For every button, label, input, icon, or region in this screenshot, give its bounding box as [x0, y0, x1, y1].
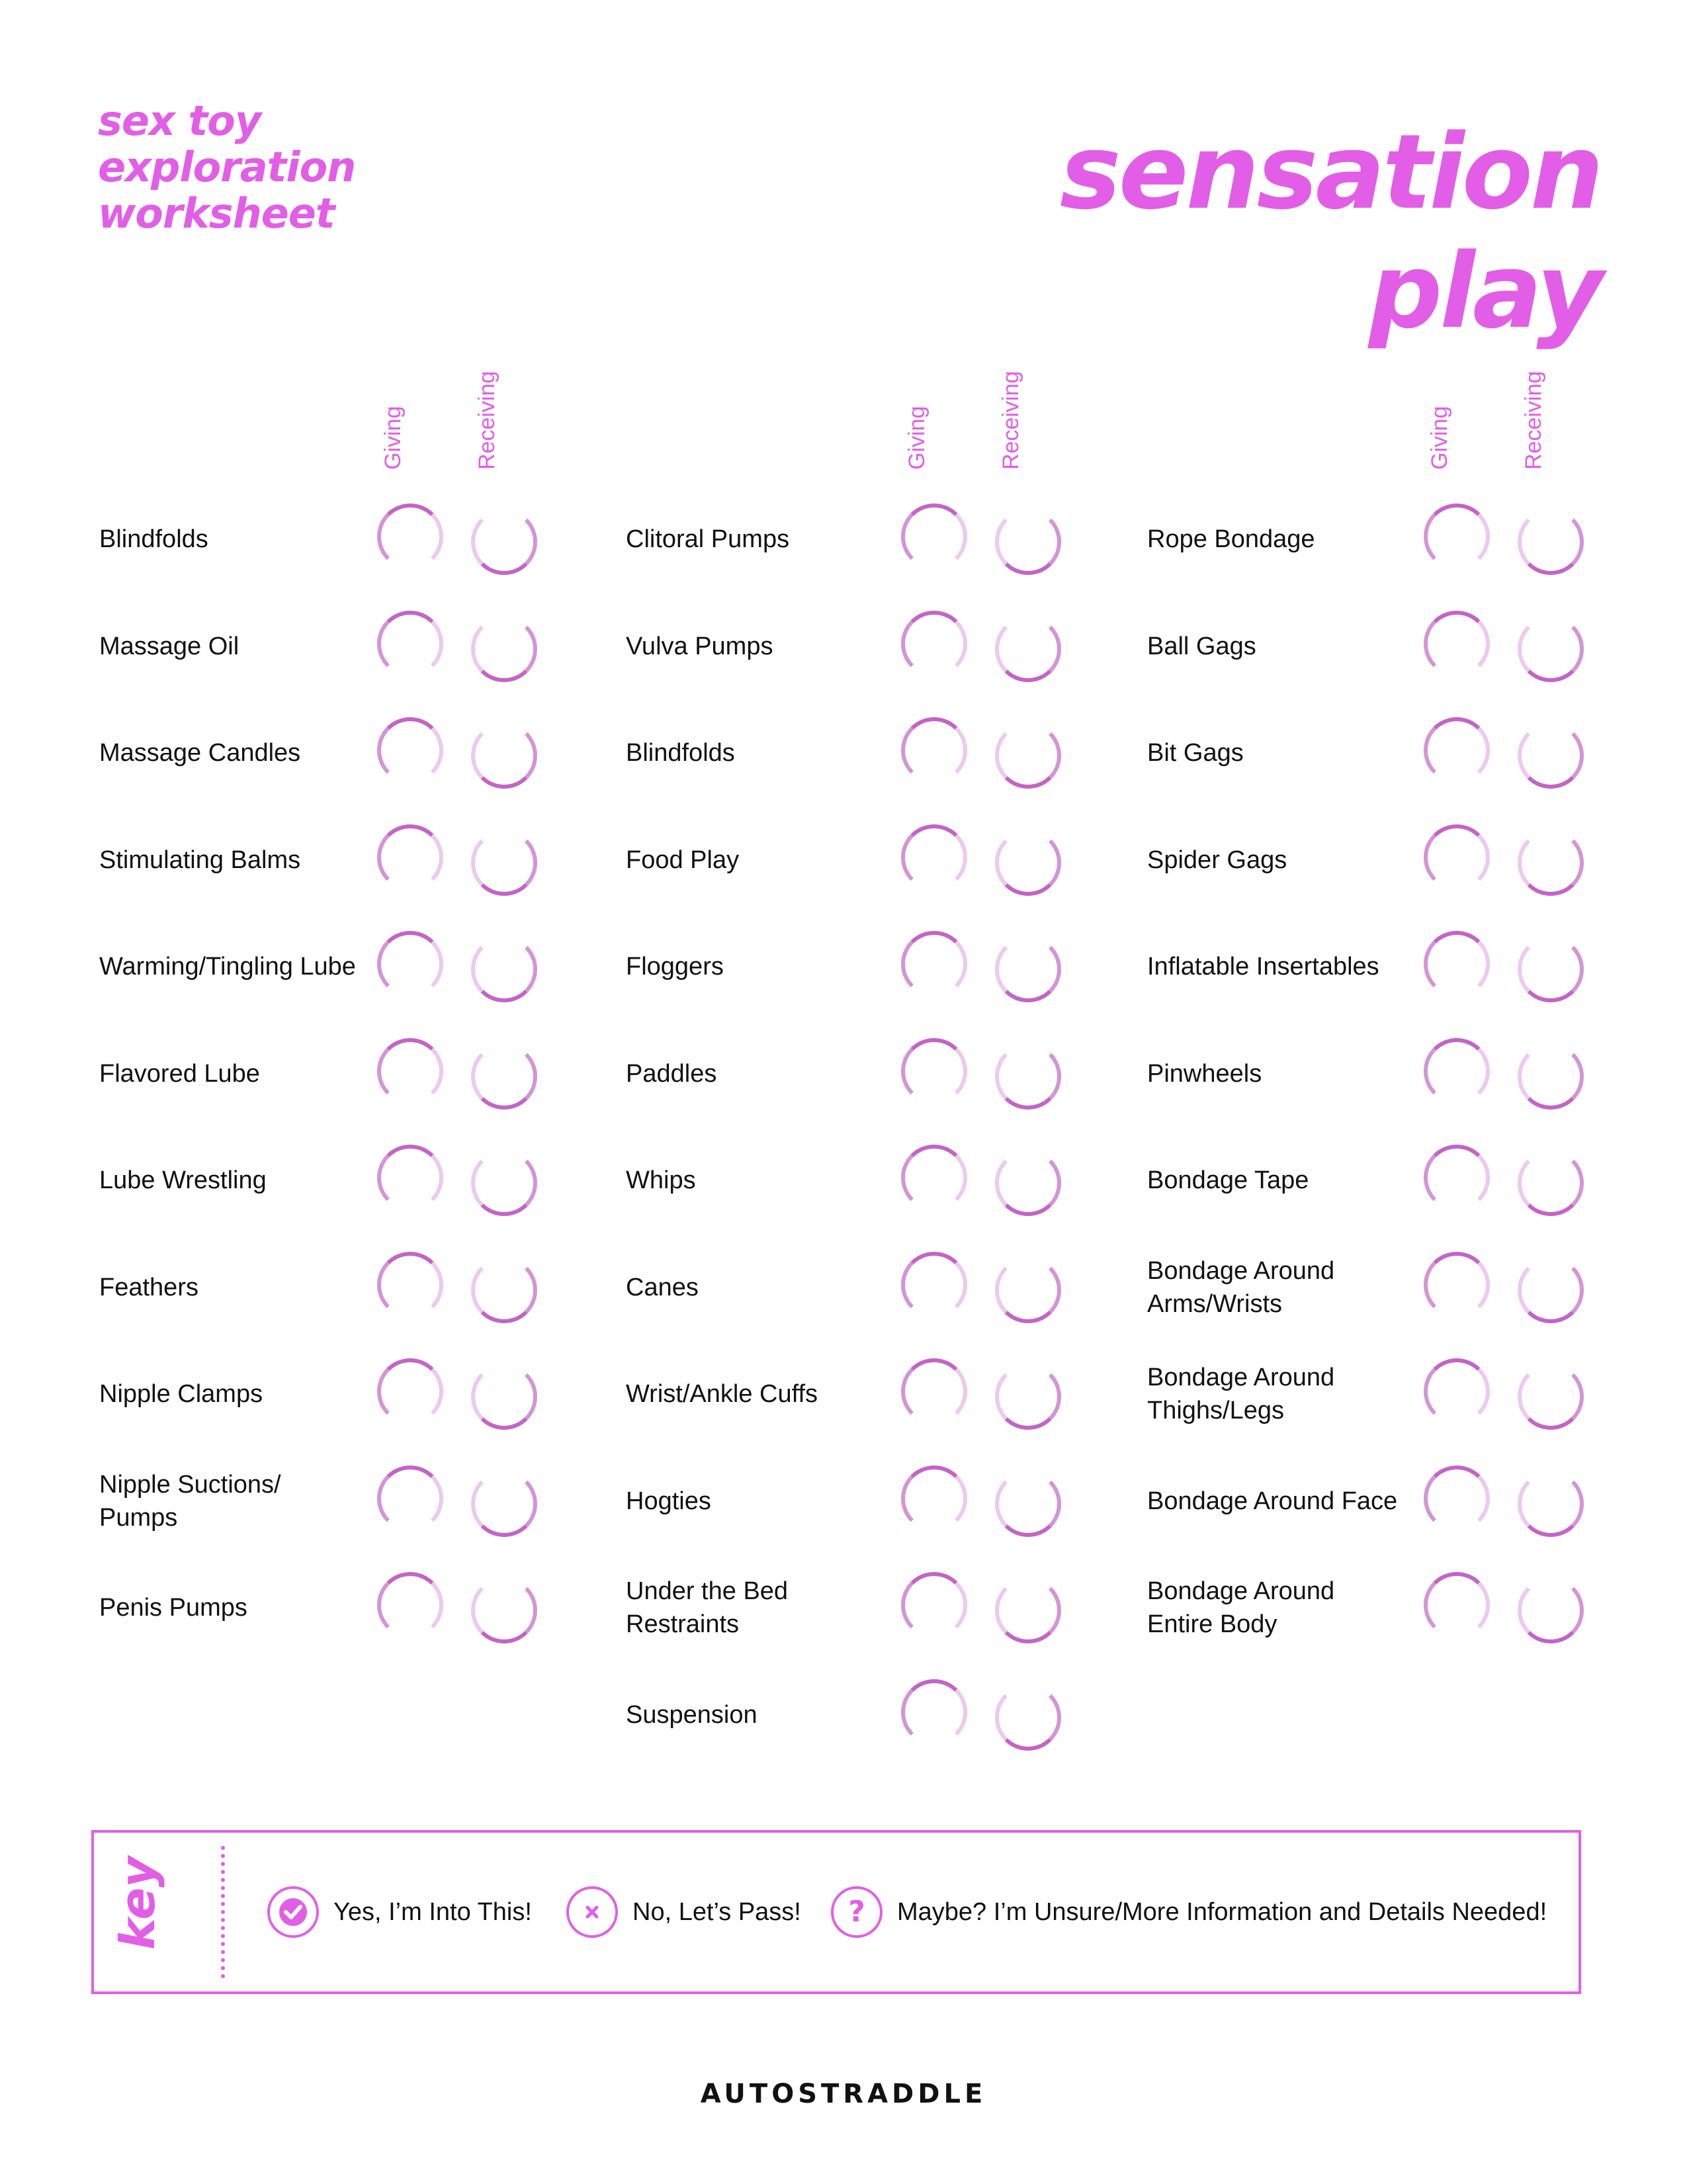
receiving-checkbox[interactable] [471, 830, 537, 896]
column-header-giving [904, 406, 962, 470]
giving-checkbox[interactable] [1424, 717, 1490, 783]
receiving-checkbox[interactable] [995, 1577, 1061, 1643]
key-text: Maybe? I’m Unsure/More Information and Details Needed! [897, 1898, 1547, 1926]
giving-checkbox[interactable] [377, 1145, 443, 1211]
activity-label: Bondage Around Face [1147, 1487, 1398, 1515]
activity-label: Flavored Lube [99, 1059, 260, 1088]
activity-label: Food Play [626, 846, 740, 874]
giving-checkbox[interactable] [901, 1679, 967, 1745]
giving-checkbox[interactable] [1424, 1358, 1490, 1424]
activity-label: Warming/Tingling Lube [99, 953, 356, 981]
giving-checkbox[interactable] [901, 1145, 967, 1211]
page-title: sensation play [1059, 112, 1601, 351]
activity-label: Rope Bondage [1147, 525, 1315, 553]
column-header-receiving [1521, 371, 1579, 470]
key-text: Yes, I’m Into This! [333, 1898, 532, 1926]
giving-checkbox[interactable] [1424, 1145, 1490, 1211]
giving-checkbox[interactable] [1424, 611, 1490, 677]
subtitle-line: sex toy [98, 97, 261, 145]
giving-checkbox[interactable] [901, 931, 967, 997]
activity-label: Under the Bed Restraints [626, 1577, 789, 1638]
receiving-checkbox[interactable] [471, 1043, 537, 1110]
giving-checkbox[interactable] [1424, 1038, 1490, 1104]
giving-checkbox[interactable] [1424, 824, 1490, 891]
receiving-checkbox[interactable] [1518, 1150, 1584, 1216]
key-item-maybe [831, 1882, 1547, 1942]
giving-checkbox[interactable] [901, 1252, 967, 1318]
activity-label: Canes [626, 1273, 699, 1301]
giving-checkbox[interactable] [901, 824, 967, 891]
giving-checkbox[interactable] [377, 611, 443, 677]
key-label-text: key [110, 1856, 165, 1950]
giving-checkbox[interactable] [377, 1572, 443, 1638]
column-header-text: Giving [380, 406, 406, 470]
receiving-checkbox[interactable] [471, 722, 537, 789]
activity-label: Blindfolds [626, 739, 735, 767]
column-header-receiving [998, 371, 1056, 470]
key-item-yes [267, 1882, 532, 1942]
worksheet-subtitle [98, 98, 442, 237]
activity-label: Inflatable Insertables [1147, 953, 1379, 981]
receiving-checkbox[interactable] [1518, 1577, 1584, 1643]
activity-label: Ball Gags [1147, 632, 1256, 660]
receiving-checkbox[interactable] [471, 509, 537, 575]
column-header-text: Receiving [998, 371, 1023, 470]
giving-checkbox[interactable] [901, 1572, 967, 1638]
activity-label: Penis Pumps [99, 1594, 247, 1622]
receiving-checkbox[interactable] [995, 616, 1061, 682]
giving-checkbox[interactable] [901, 1038, 967, 1104]
giving-checkbox[interactable] [901, 1465, 967, 1532]
check-icon [267, 1886, 319, 1938]
receiving-checkbox[interactable] [995, 1043, 1061, 1110]
giving-checkbox[interactable] [377, 1252, 443, 1318]
column-header-receiving [474, 371, 532, 470]
receiving-checkbox[interactable] [1518, 616, 1584, 682]
receiving-checkbox[interactable] [995, 722, 1061, 789]
giving-checkbox[interactable] [1424, 1465, 1490, 1532]
activity-label: Massage Candles [99, 739, 301, 767]
subtitle-line: worksheet [98, 189, 335, 238]
activity-label: Clitoral Pumps [626, 525, 790, 553]
activity-label: Stimulating Balms [99, 846, 301, 874]
receiving-checkbox[interactable] [471, 936, 537, 1002]
subtitle-line: exploration [98, 143, 356, 191]
giving-checkbox[interactable] [377, 931, 443, 997]
receiving-checkbox[interactable] [995, 1471, 1061, 1537]
column-header-giving [380, 406, 438, 470]
activity-label: Bit Gags [1147, 739, 1244, 767]
giving-checkbox[interactable] [377, 1358, 443, 1424]
activity-label: Feathers [99, 1273, 198, 1301]
giving-checkbox[interactable] [377, 503, 443, 570]
giving-checkbox[interactable] [901, 503, 967, 570]
x-icon [566, 1886, 618, 1938]
activity-label: Pinwheels [1147, 1059, 1262, 1088]
brand-logo: AUTOSTRADDLE [700, 2079, 987, 2109]
receiving-checkbox[interactable] [1518, 722, 1584, 789]
receiving-checkbox[interactable] [995, 1364, 1061, 1430]
column-header-text: Receiving [474, 371, 499, 470]
receiving-checkbox[interactable] [995, 1684, 1061, 1751]
receiving-checkbox[interactable] [1518, 830, 1584, 896]
activity-label: Bondage Around Entire Body [1147, 1577, 1335, 1638]
column-header-text: Receiving [1521, 371, 1546, 470]
column-header-giving [1427, 406, 1485, 470]
giving-checkbox[interactable] [901, 1358, 967, 1424]
receiving-checkbox[interactable] [471, 1471, 537, 1537]
receiving-checkbox[interactable] [471, 1577, 537, 1643]
activity-label: Paddles [626, 1059, 717, 1088]
activity-label: Nipple Clamps [99, 1380, 263, 1408]
receiving-checkbox[interactable] [1518, 1364, 1584, 1430]
activity-label: Nipple Suctions/ Pumps [99, 1470, 281, 1532]
activity-label: Vulva Pumps [626, 632, 773, 660]
question-icon: ? [831, 1886, 883, 1938]
receiving-checkbox[interactable] [995, 1150, 1061, 1216]
giving-checkbox[interactable] [1424, 503, 1490, 570]
key-divider [221, 1846, 225, 1978]
receiving-checkbox[interactable] [471, 1150, 537, 1216]
key-text: No, Let’s Pass! [632, 1898, 801, 1926]
activity-label: Wrist/Ankle Cuffs [626, 1380, 818, 1408]
receiving-checkbox[interactable] [995, 936, 1061, 1002]
column-header-text: Giving [1427, 406, 1452, 470]
receiving-checkbox[interactable] [1518, 936, 1584, 1002]
activity-label: Bondage Tape [1147, 1166, 1309, 1194]
giving-checkbox[interactable] [377, 717, 443, 783]
receiving-checkbox[interactable] [471, 1257, 537, 1323]
receiving-checkbox[interactable] [1518, 1043, 1584, 1110]
activity-label: Hogties [626, 1487, 711, 1515]
receiving-checkbox[interactable] [995, 830, 1061, 896]
giving-checkbox[interactable] [901, 611, 967, 677]
key-item-no [566, 1882, 801, 1942]
giving-checkbox[interactable] [377, 824, 443, 891]
activity-label: Massage Oil [99, 632, 239, 660]
activity-label: Lube Wrestling [99, 1166, 267, 1194]
giving-checkbox[interactable] [377, 1038, 443, 1104]
receiving-checkbox[interactable] [1518, 1257, 1584, 1323]
giving-checkbox[interactable] [901, 717, 967, 783]
receiving-checkbox[interactable] [995, 1257, 1061, 1323]
activity-label: Floggers [626, 953, 724, 981]
receiving-checkbox[interactable] [1518, 1471, 1584, 1537]
activity-label: Suspension [626, 1700, 757, 1729]
activity-label: Blindfolds [99, 525, 208, 553]
activity-label: Bondage Around Arms/Wrists [1147, 1256, 1335, 1318]
giving-checkbox[interactable] [377, 1465, 443, 1532]
giving-checkbox[interactable] [1424, 931, 1490, 997]
activity-label: Whips [626, 1166, 696, 1194]
key-label [110, 1856, 165, 1950]
receiving-checkbox[interactable] [471, 1364, 537, 1430]
receiving-checkbox[interactable] [995, 509, 1061, 575]
column-header-text: Giving [904, 406, 930, 470]
activity-label: Bondage Around Thighs/Legs [1147, 1364, 1335, 1424]
giving-checkbox[interactable] [1424, 1252, 1490, 1318]
giving-checkbox[interactable] [1424, 1572, 1490, 1638]
receiving-checkbox[interactable] [471, 616, 537, 682]
receiving-checkbox[interactable] [1518, 509, 1584, 575]
activity-label: Spider Gags [1147, 846, 1287, 874]
